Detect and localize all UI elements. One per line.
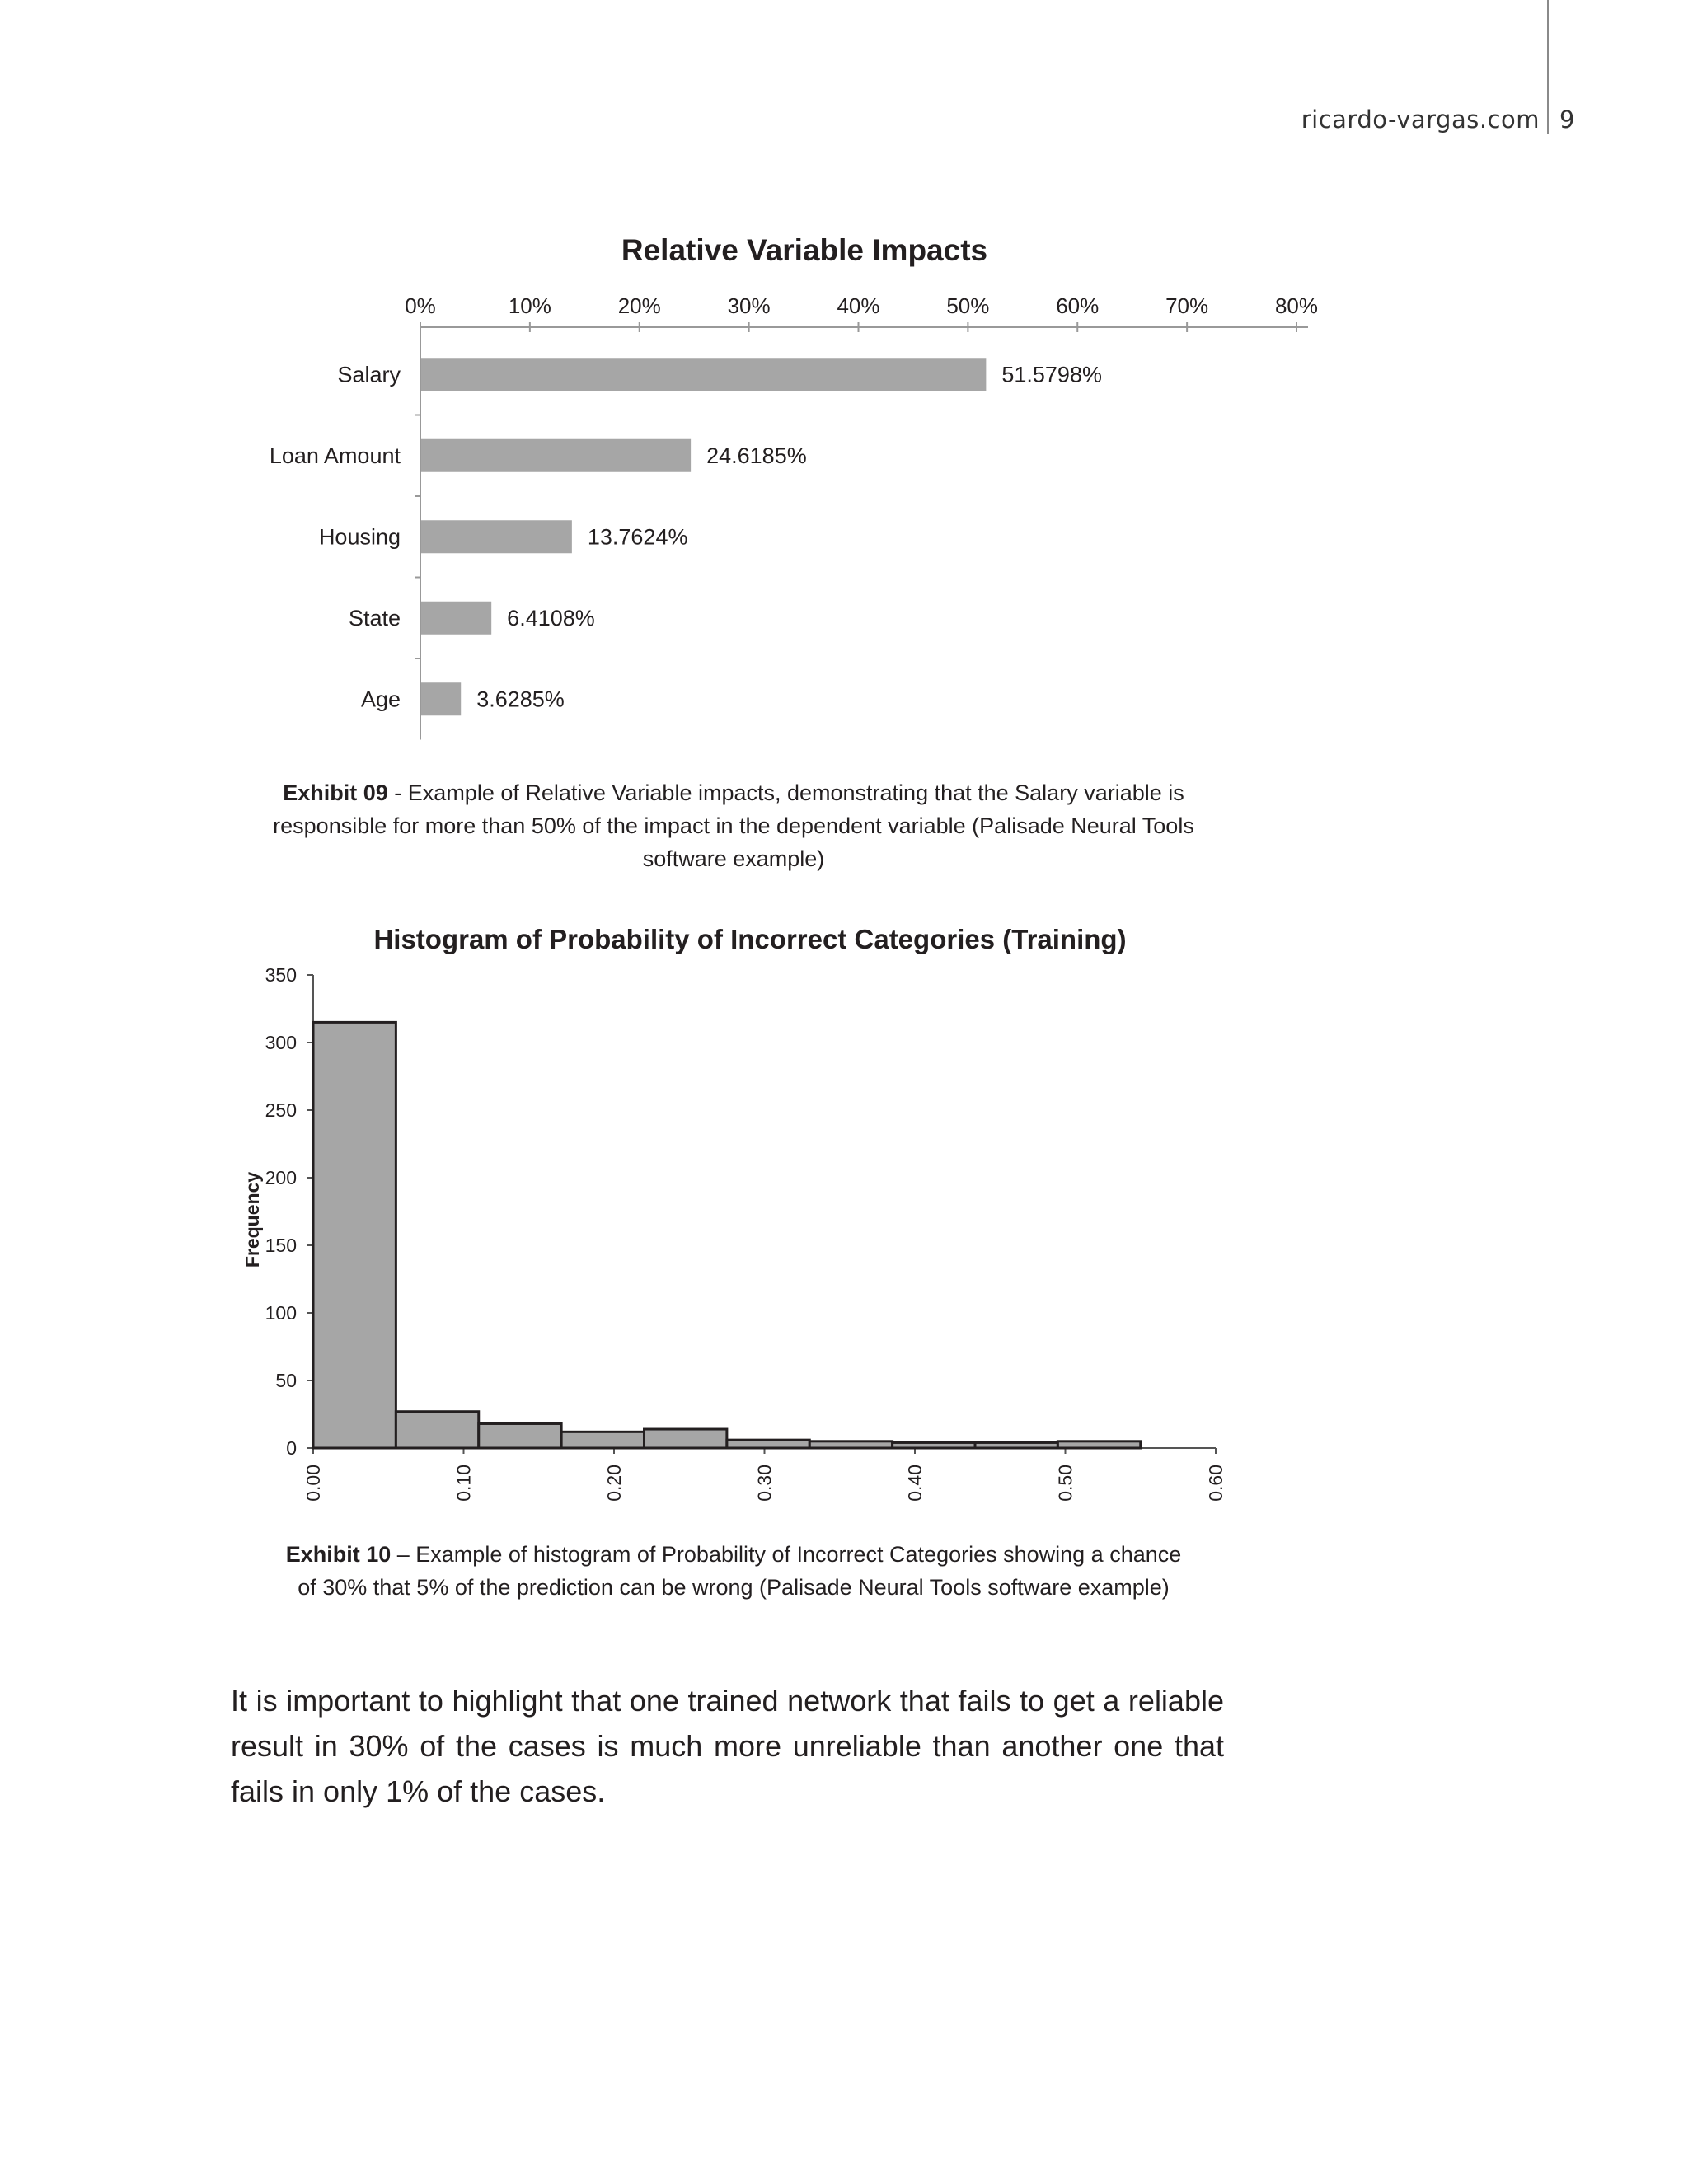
bar: [421, 439, 691, 472]
y-axis-label: Frequency: [241, 1171, 263, 1268]
histogram-bin: [645, 1429, 727, 1448]
data-label: 51.5798%: [1001, 362, 1102, 387]
x-tick-label: 40%: [837, 293, 880, 318]
bar: [421, 520, 572, 553]
y-tick-label: 350: [265, 964, 297, 986]
x-tick-label: 0.00: [302, 1465, 324, 1502]
exhibit-09-text: - Example of Relative Variable impacts, demonstrating that the Salary variable is responsible for more than 50% of the impact in the dependent variable (Palisade Neural Tools software example): [273, 780, 1194, 871]
y-tick-label: 0: [286, 1437, 297, 1459]
x-tick-label: 70%: [1165, 293, 1209, 318]
histogram-bin: [1057, 1441, 1140, 1448]
x-tick-label: 80%: [1274, 293, 1319, 318]
y-tick-label: 150: [265, 1235, 297, 1256]
chart-title: Relative Variable Impacts: [621, 233, 988, 267]
x-tick-label: 30%: [727, 293, 771, 318]
x-tick-label: 60%: [1056, 293, 1100, 318]
chart-title: Histogram of Probability of Incorrect Categories (Training): [373, 924, 1127, 954]
y-tick-label: 100: [265, 1302, 297, 1324]
x-tick-label: 50%: [946, 293, 990, 318]
category-label: Housing: [318, 524, 401, 550]
x-tick-label: 0.30: [753, 1465, 776, 1502]
data-label: 13.7624%: [587, 524, 688, 550]
page-number: 9: [1559, 105, 1575, 134]
exhibit-10-caption: [284, 1538, 1183, 1604]
category-label: Salary: [337, 362, 401, 387]
bar: [421, 358, 986, 391]
histogram-bins: [313, 1022, 1141, 1448]
histogram-bin: [809, 1441, 892, 1448]
y-tick-label: 300: [265, 1032, 297, 1053]
data-label: 6.4108%: [507, 605, 595, 630]
data-label: 24.6185%: [706, 443, 807, 468]
exhibit-09-caption: [264, 776, 1203, 875]
bars: [270, 358, 1102, 715]
x-tick-label: 0.10: [452, 1465, 475, 1502]
histogram-chart: [0, 911, 1688, 1529]
exhibit-10-label: Exhibit 10: [285, 1542, 392, 1567]
histogram-bin: [893, 1442, 975, 1448]
exhibit-09-label: Exhibit 09: [283, 780, 388, 805]
histogram-bin: [561, 1432, 644, 1448]
category-label: Loan Amount: [269, 443, 401, 468]
histogram-bin: [975, 1442, 1057, 1448]
x-tick-label: 0.60: [1205, 1465, 1226, 1502]
histogram-bin: [727, 1440, 809, 1448]
bar: [421, 682, 461, 715]
category-label: Age: [360, 687, 401, 712]
y-tick-label: 200: [265, 1167, 297, 1188]
x-tick-label: 10%: [508, 293, 551, 318]
relative-variable-impacts-chart: [0, 214, 1688, 758]
header-site-name: ricardo-vargas.com: [1301, 105, 1540, 134]
exhibit-10-text: – Example of histogram of Probability of Incorrect Categories showing a chance of 30% that 5% of the prediction can be wrong (Palisade Neural Tools software example): [298, 1542, 1182, 1600]
x-tick-label: 0.50: [1054, 1465, 1076, 1502]
y-tick-label: 50: [275, 1370, 297, 1391]
header-divider: [1547, 0, 1549, 134]
bar: [421, 602, 491, 635]
histogram-bin: [396, 1412, 478, 1448]
histogram-bin: [479, 1423, 561, 1448]
x-tick-label: 0.40: [904, 1465, 926, 1502]
x-tick-label: 0.20: [603, 1465, 625, 1502]
y-tick-label: 250: [265, 1099, 297, 1121]
x-tick-label: 0%: [405, 293, 436, 318]
histogram-bin: [313, 1022, 396, 1448]
category-label: State: [348, 605, 401, 630]
data-label: 3.6285%: [476, 687, 565, 712]
x-tick-label: 20%: [617, 293, 661, 318]
body-paragraph: It is important to highlight that one trained network that fails to get a reliable result in 30% of the cases is much more unreliable than another one that fails in only 1% of the cases.: [231, 1684, 1224, 1808]
